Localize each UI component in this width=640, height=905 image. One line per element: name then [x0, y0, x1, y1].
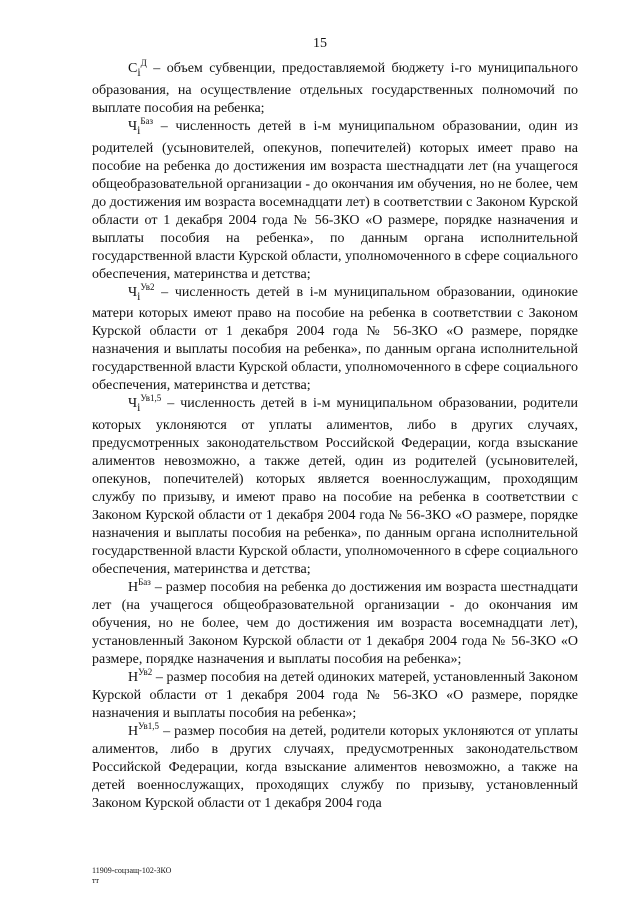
definition-text: – размер пособия на детей одиноких матерей, установленный Законом Курской области от 1 декабря 2004 года № 56-ЗКО «О размере, порядке назначения и выплаты пособия на ребенка»;	[92, 670, 578, 722]
footer-document-code: 11909-соцзащ-102-ЗКО	[92, 866, 172, 875]
definition-text: – численность детей в i-м муниципальном образовании, одинокие матери которых имеют право на пособие на ребенка в соответствии с Законом Курской области от 1 декабря 2004 года № 56-ЗКО «О размере, порядке назначения и выплаты пособия на ребенка», по данным органа исполнительной государственной власти Курской области, уполномоченного в сфере социального обеспечения, материнства и детства;	[92, 284, 578, 394]
definition-symbol: $Н^{Ув1,5}$	[128, 721, 159, 740]
definition-symbol: $Н^{Баз}$	[128, 577, 151, 596]
definition-symbol: $Ч_i^{Ув2}$	[128, 281, 155, 303]
definitions-list	[92, 60, 578, 813]
definition-symbol: $С_i^Д$	[128, 58, 147, 79]
definition-paragraph	[92, 115, 578, 284]
definition-text: – численность детей в i-м муниципальном образовании, родители которых уклоняются от уплаты алиментов, либо в других случаях, предусмотренных законодательством Российской Федерации, когда взыскание алиментов невозможно, а также детей, один из родителей (усыновителей, опекунов, попечителей) которых является военнослужащим, проходящим службу по призыву, и имеют право на пособие на ребенка в соответствии с Законом Курской области от 1 декабря 2004 года № 56-ЗКО «О размере, порядке назначения и выплаты пособия на ребенка», по данным органа исполнительной государственной власти Курской области, уполномоченного в сфере социального обеспечения, материнства и детства;	[92, 396, 578, 578]
definition-text: – размер пособия на ребенка до достижения им возраста шестнадцати лет (на учащегося общеобразовательной организации - до окончания им обучения, но не более, чем до достижения им возраста восемнадцати лет), установленный Законом Курской области от 1 декабря 2004 года № 56-ЗКО «О размере, порядке назначения и выплаты пособия на ребенка»;	[92, 580, 578, 668]
definition-symbol: $Н^{Ув2}$	[128, 667, 153, 686]
definition-paragraph	[92, 669, 578, 723]
definition-text: – численность детей в i-м муниципальном образовании, один из родителей (усыновителей, опекунов, попечителей) которых имеет право на пособие на ребенка до достижения им возраста шестнадцати лет (на учащегося общеобразовательной организации - до окончания им обучения, но не более, чем до достижения им возраста восемнадцати лет) в соответствии с Законом Курской области от 1 декабря 2004 года № 56-ЗКО «О размере, порядке назначения и выплаты пособия на ребенка», по данным органа исполнительной государственной власти Курской области, уполномоченного в сфере социального обеспечения, материнства и детства;	[92, 118, 578, 282]
definition-paragraph	[92, 281, 578, 396]
definition-paragraph	[92, 723, 578, 813]
definition-symbol: $Ч_i^{Баз}$	[128, 115, 154, 137]
definition-symbol: $Ч_i^{Ув1,5}$	[128, 393, 162, 415]
definition-text: – размер пособия на детей, родители которых уклоняются от уплаты алиментов, либо в других случаях, предусмотренных законодательством Российской Федерации, когда взыскание алиментов невозможно, а также на детей военнослужащих, проходящих службу по призыву, установленный Законом Курской области от 1 декабря 2004 года	[92, 724, 578, 812]
page-number: 15	[313, 36, 327, 51]
definition-paragraph	[92, 60, 578, 118]
definition-paragraph	[92, 579, 578, 669]
document-footer	[92, 866, 171, 886]
definition-text: – объем субвенции, предоставляемой бюджету i-го муниципального образования, на осуществление отдельных государственных полномочий по выплате пособия на ребенка;	[92, 61, 578, 116]
footer-initials: тт	[92, 876, 99, 885]
definition-paragraph	[92, 395, 578, 579]
